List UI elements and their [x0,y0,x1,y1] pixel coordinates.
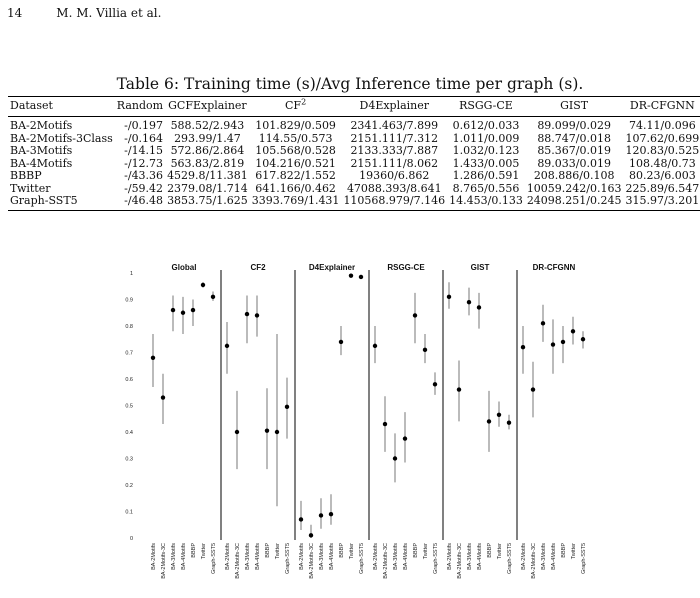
table-cell: 85.367/0.019 [537,144,611,157]
x-tick-label: BBBP [561,543,567,558]
data-point [265,428,269,432]
data-point [393,456,397,460]
data-point [285,405,289,409]
table-cell: 89.099/0.029 [537,119,611,132]
table-cell: -/43.36 [124,169,164,182]
data-point [211,295,215,299]
table-cell: 107.62/0.699 [625,131,700,145]
x-tick-label: BA-3Motifs [171,543,177,570]
table-cell: 89.033/0.019 [537,156,611,170]
x-tick-label: BA-4Motifs [181,543,187,570]
table-cell: 208.886/0.108 [533,169,615,182]
data-point [201,283,205,287]
data-point [571,329,575,333]
table-cell: 2151.111/8.062 [350,156,439,170]
table-cell: -/0.164 [124,131,164,145]
header-d4explainer: D4Explainer [359,99,430,112]
table-cell: 588.52/2.943 [170,119,245,132]
table-cell: 120.83/0.525 [625,144,700,157]
table-cell: -/0.197 [124,119,164,132]
x-tick-label: Graph-SST5 [359,543,365,574]
table-cell: 2341.463/7.899 [350,119,439,132]
data-point [561,340,565,344]
x-tick-label: BA-2Motifs-3C [383,543,389,579]
x-tick-label: BA-2Motifs-3C [161,543,167,579]
x-tick-label: Twitter [349,543,355,560]
header-dataset: Dataset [10,99,53,112]
table-cell: 110568.979/7.146 [343,194,446,207]
table-cell: 108.48/0.73 [629,156,696,170]
data-point [329,512,333,516]
data-point [447,295,451,299]
header-rsgg-ce: RSGG-CE [459,99,513,112]
x-tick-label: BA-4Motifs [255,543,261,570]
header-gcfexplainer: GCFExplainer [168,99,247,112]
table-cell: -/12.73 [124,156,164,170]
x-tick-label: BA-2Motifs-3C [457,543,463,579]
table-cell: 47088.393/8.641 [346,181,442,195]
data-point [507,421,511,425]
table-cell: -/46.48 [124,194,164,207]
table-cell-dataset: BA-3Motifs [10,144,73,157]
table-cell: 104.216/0.521 [255,156,336,170]
table-cell: -/14.15 [124,144,164,157]
x-tick-label: Graph-SST5 [507,543,513,574]
table-cell: 1.011/0.009 [452,131,520,145]
x-tick-label: BA-2Motifs [521,543,527,570]
table-cell: 572.86/2.864 [170,144,245,157]
table-cell: 563.83/2.819 [170,156,245,170]
header-cf2-sup: 2 [301,97,307,107]
y-tick-label: 0.5 [125,403,133,410]
table-cell: 293.99/1.47 [174,131,241,145]
data-point [383,422,387,426]
data-point [235,430,239,434]
data-point [181,311,185,315]
y-tick-label: 0 [129,536,133,542]
data-point [487,419,491,423]
table-cell-dataset: Graph-SST5 [10,194,78,207]
data-point [373,344,377,348]
table-cell: 14.453/0.133 [449,194,523,207]
table-cell: 1.286/0.591 [452,169,520,182]
table-cell: 8.765/0.556 [452,181,520,195]
x-tick-label: BBBP [191,543,197,558]
table-cell: 1.032/0.123 [452,144,520,157]
header-random: Random [116,99,164,112]
table-cell: 3393.769/1.431 [251,194,340,207]
x-tick-label: Twitter [423,543,429,560]
y-tick-label: 0.4 [125,430,133,436]
x-tick-label: Graph-SST5 [581,543,587,574]
table-cell: 19360/6.862 [359,169,430,182]
y-tick-label: 0.2 [125,483,133,489]
table-cell: 105.568/0.528 [255,144,336,157]
data-point [245,312,249,316]
x-tick-label: BA-4Motifs [477,543,483,570]
data-point [581,337,585,341]
table-cell-dataset: Twitter [10,181,51,195]
x-tick-label: BBBP [265,543,271,558]
table-cell: 315.97/3.201 [625,194,700,207]
table-cell-dataset: BA-2Motifs [10,119,73,132]
table-cell: 88.747/0.018 [537,131,611,145]
x-tick-label: Graph-SST5 [211,543,217,574]
x-tick-label: Graph-SST5 [433,543,439,574]
table-cell: 2379.08/1.714 [167,181,248,195]
x-tick-label: BA-2Motifs-3C [235,543,241,579]
y-tick-label: 0.8 [125,324,133,330]
table-cell: 10059.242/0.163 [526,181,622,195]
x-tick-label: BA-2Motifs [373,543,379,570]
x-tick-label: BA-4Motifs [403,543,409,570]
table-cell: 617.822/1.552 [255,169,336,182]
x-tick-label: BA-2Motifs-3C [531,543,537,579]
table-cell: 225.89/6.547 [625,181,700,195]
x-tick-label: BBBP [487,543,493,558]
y-tick-label: 0.9 [125,297,133,304]
table-cell: 641.166/0.462 [255,181,336,195]
x-tick-label: BA-4Motifs [551,543,557,570]
table-cell: 2151.111/7.312 [350,131,439,145]
data-point [403,436,407,440]
data-point [161,395,165,399]
x-tick-label: BA-2Motifs [299,543,305,570]
panel-title: RSGG-CE [387,263,425,272]
panel-title: D4Explainer [308,263,356,272]
data-point [551,342,555,346]
data-point [171,308,175,312]
data-point [349,273,353,277]
panel-title: DR-CFGNN [532,263,576,272]
x-tick-label: BA-3Motifs [245,543,251,570]
data-point [359,275,363,279]
panel-title: GIST [470,263,490,272]
data-point [309,533,313,537]
table-cell: 4529.8/11.381 [167,169,248,182]
y-tick-label: 0.1 [125,509,133,516]
data-point [477,305,481,309]
x-tick-label: BA-3Motifs [467,543,473,570]
table-cell: 114.55/0.573 [258,131,333,145]
table-cell: 0.612/0.033 [452,119,520,132]
table-cell: 2133.333/7.887 [350,144,439,157]
data-point [541,321,545,325]
page-number: 14 [7,6,23,20]
y-tick-label: 0.3 [125,456,133,463]
x-tick-label: Graph-SST5 [285,543,291,574]
data-point [255,313,259,317]
x-tick-label: BA-3Motifs [319,543,325,570]
y-tick-label: 0.7 [125,350,133,357]
header-dr-cfgnn: DR-CFGNN [629,99,695,112]
table-cell: -/59.42 [124,181,164,195]
y-tick-label: 1 [129,271,133,277]
panel-title: Global [171,263,197,272]
x-tick-label: BBBP [339,543,345,558]
data-point [433,382,437,386]
table-cell: 74.11/0.096 [629,119,696,132]
table-cell: 24098.251/0.245 [526,194,622,207]
data-point [299,517,303,521]
table-cell: 1.433/0.005 [452,156,520,170]
data-point [225,344,229,348]
x-tick-label: BA-2Motifs [225,543,231,570]
data-point [521,345,525,349]
x-tick-label: Twitter [275,543,281,560]
data-point [339,340,343,344]
x-tick-label: BA-3Motifs [541,543,547,570]
x-tick-label: BA-2Motifs [151,543,157,570]
table-cell: 80.23/6.003 [629,169,696,182]
x-tick-label: Twitter [497,543,503,560]
data-point [531,387,535,391]
x-tick-label: BBBP [413,543,419,558]
data-point [275,430,279,434]
table-cell-dataset: BA-2Motifs-3Class [10,131,113,145]
header-gist: GIST [560,99,589,112]
x-tick-label: Twitter [571,543,577,560]
table-cell-dataset: BA-4Motifs [10,156,73,170]
data-point [423,348,427,352]
table-cell-dataset: BBBP [10,169,42,182]
data-point [457,387,461,391]
table-caption: Table 6: Training time (s)/Avg Inference time per graph (s). [116,75,584,93]
y-tick-label: 0.6 [125,377,133,383]
data-point [191,308,195,312]
x-tick-label: BA-3Motifs [393,543,399,570]
data-point [467,300,471,304]
data-point [151,356,155,360]
data-point [413,313,417,317]
header-cf2-label: CF [285,99,302,112]
x-tick-label: BA-4Motifs [329,543,335,570]
table-cell: 101.829/0.509 [255,119,336,132]
x-tick-label: BA-2Motifs [447,543,453,570]
x-tick-label: BA-2Motifs-3C [309,543,315,579]
data-point [497,413,501,417]
x-tick-label: Twitter [201,543,207,560]
running-authors: M. M. Villia et al. [56,6,162,20]
data-point [319,513,323,517]
table-cell: 3853.75/1.625 [167,194,248,207]
panel-title: CF2 [250,263,266,272]
